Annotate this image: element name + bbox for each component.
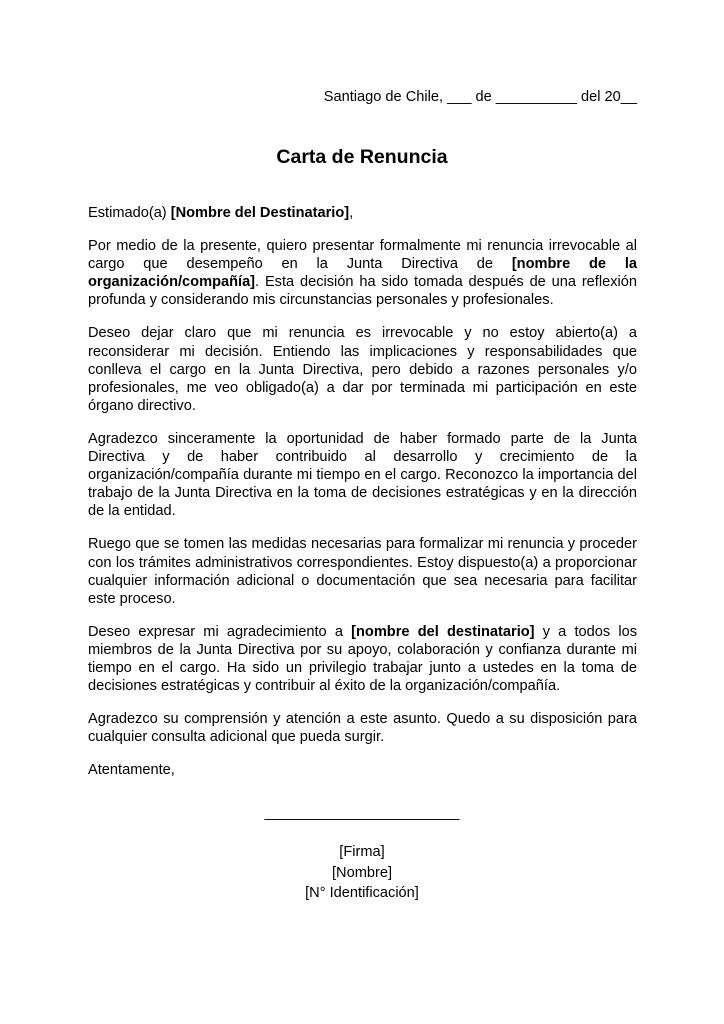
signature-block <box>0 842 724 904</box>
paragraph-3: Agradezco sinceramente la oportunidad de haber formado parte de la Junta Directiva y de haber contribuido al desarrollo y crecimiento de la organización/compañía durante mi tiempo en el cargo. Reconozco la importancia del trabajo de la Junta Directiva en la toma de decisiones estratégicas y en la dirección de la entidad. <box>88 430 637 520</box>
recipient-placeholder: [nombre del destinatario] <box>351 623 535 640</box>
recipient-name-placeholder: [Nombre del Destinatario] <box>170 205 350 221</box>
organization-placeholder: [nombre de la organización/compañía] <box>88 256 637 291</box>
paragraph-4: Ruego que se tomen las medidas necesarias para formalizar mi renuncia y proceder con los trámites administrativos correspondientes. Estoy dispuesto(a) a proporcionar cualquier información adicional o documentación que sea necesaria para facilitar este proceso. <box>88 536 637 607</box>
paragraph-1-start: Por medio de la presente, quiero presentar formalmente mi renuncia irrevocable al cargo que desempeño en la Junta Directiva de <box>88 238 637 273</box>
letter-title: Carta de Renuncia <box>276 146 448 168</box>
paragraph-2: Deseo dejar claro que mi renuncia es irrevocable y no estoy abierto(a) a reconsiderar mi decisión. Entiendo las implicaciones y responsabilidades que conlleva el cargo en la Junta Directiva, pero debido a razones personales y/o profesionales, me veo obligado(a) a dar por terminada mi participación en este órgano directivo. <box>88 325 637 414</box>
letter-body <box>88 204 637 794</box>
signature-line: ________________________ <box>264 805 460 821</box>
paragraph-1 <box>88 237 637 309</box>
closing: Atentamente, <box>88 762 175 779</box>
paragraph-1-end: . Esta decisión ha sido tomada después de una reflexión profunda y considerando mis circunstancias personales y profesionales. <box>88 274 637 309</box>
salutation-prefix: Estimado(a) <box>88 205 171 221</box>
paragraph-6: Agradezco su comprensión y atención a este asunto. Quedo a su disposición para cualquier consulta adicional que pueda surgir. <box>88 711 637 746</box>
signature-nombre: [Nombre] <box>331 864 392 881</box>
paragraph-5-end: y a todos los miembros de la Junta Directiva por su apoyo, colaboración y confianza durante mi tiempo en el cargo. Ha sido un privilegio trabajar junto a ustedes en la toma de decisiones estratégicas y contribuir al éxito de la organización/compañía. <box>88 623 637 695</box>
salutation <box>88 204 637 222</box>
paragraph-5-start: Deseo expresar mi agradecimiento a <box>88 623 352 640</box>
signature-firma: [Firma] <box>339 844 385 860</box>
signature-identificacion: [N° Identificación] <box>305 885 419 901</box>
salutation-suffix: , <box>349 205 354 221</box>
date-line: Santiago de Chile, ___ de __________ del 20__ <box>323 89 637 105</box>
paragraph-5 <box>88 623 637 695</box>
